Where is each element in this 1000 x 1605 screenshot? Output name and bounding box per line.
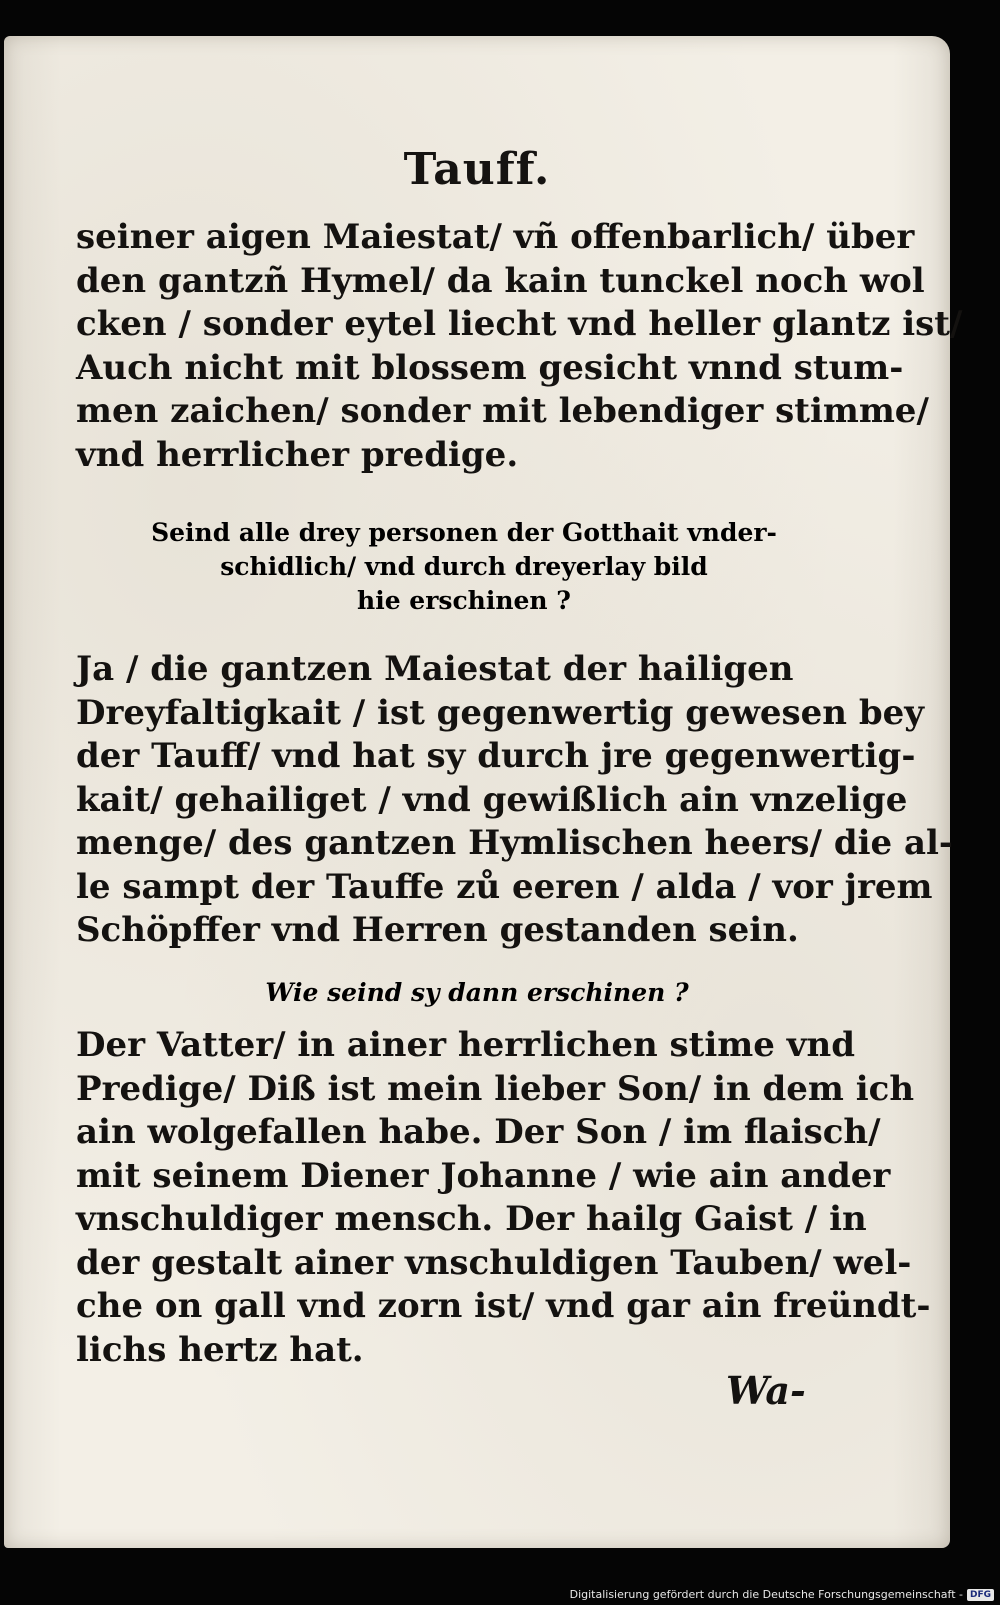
running-head: Tauff. (403, 144, 551, 195)
credit-text: Digitalisierung gefördert durch die Deutsche Forschungsgemeinschaft - (569, 1588, 963, 1601)
text-line: der Tauff/ vnd hat sy durch jre gegenwertig- (76, 736, 916, 776)
text-line: vnd herrlicher predige. (76, 434, 519, 475)
text-line: men zaichen/ sonder mit lebendiger stimme/ (76, 391, 929, 431)
section-heading (104, 516, 824, 618)
paragraph-2 (76, 648, 954, 953)
catchword: Wa- (726, 1368, 806, 1413)
heading-line: Seind alle drey personen der Gotthait vnder- (151, 518, 777, 547)
text-line: ain wolgefallen habe. Der Son / im flaisch/ (76, 1112, 881, 1152)
text-line: Ja / die gantzen Maiestat der hailigen (76, 649, 794, 689)
book-page (4, 36, 963, 1548)
heading-line: hie erschinen ? (357, 586, 571, 615)
text-line: le sampt der Tauffe zů eeren / alda / vor jrem (76, 866, 933, 907)
text-line: seiner aigen Maiestat/ vñ offenbarlich/ über (76, 217, 915, 257)
paragraph-3 (76, 1024, 931, 1372)
text-line: mit seinem Diener Johanne / wie ain ander (76, 1155, 891, 1196)
text-line: den gantzñ Hymel/ da kain tunckel noch wol (76, 260, 925, 301)
text-line: vnschuldiger mensch. Der hailg Gaist / in (76, 1199, 867, 1239)
digitization-credit (570, 1588, 994, 1601)
dfg-logo-icon: DFG (967, 1589, 994, 1601)
sub-question-heading: Wie seind sy dann erschinen ? (265, 978, 689, 1007)
text-line: Predige/ Diß ist mein lieber Son/ in dem ich (76, 1068, 915, 1109)
text-line: der gestalt ainer vnschuldigen Tauben/ wel- (76, 1242, 912, 1283)
text-line: Dreyfaltigkait / ist gegenwertig gewesen bey (76, 692, 925, 733)
text-line: cken / sonder eytel liecht vnd heller glantz ist/ (76, 304, 963, 344)
text-line: lichs hertz hat. (76, 1329, 364, 1370)
paragraph-1 (76, 216, 963, 477)
text-line: menge/ des gantzen Hymlischen heers/ die al- (76, 823, 954, 863)
text-line: Schöpffer vnd Herren gestanden sein. (76, 910, 799, 950)
text-line: Der Vatter/ in ainer herrlichen stime vnd (76, 1025, 855, 1065)
text-line: Auch nicht mit blossem gesicht vnnd stum- (76, 347, 904, 388)
heading-line: schidlich/ vnd durch dreyerlay bild (220, 552, 708, 581)
text-line: kait/ gehailiget / vnd gewißlich ain vnzelige (76, 779, 908, 820)
text-line: che on gall vnd zorn ist/ vnd gar ain freündt- (76, 1286, 931, 1326)
